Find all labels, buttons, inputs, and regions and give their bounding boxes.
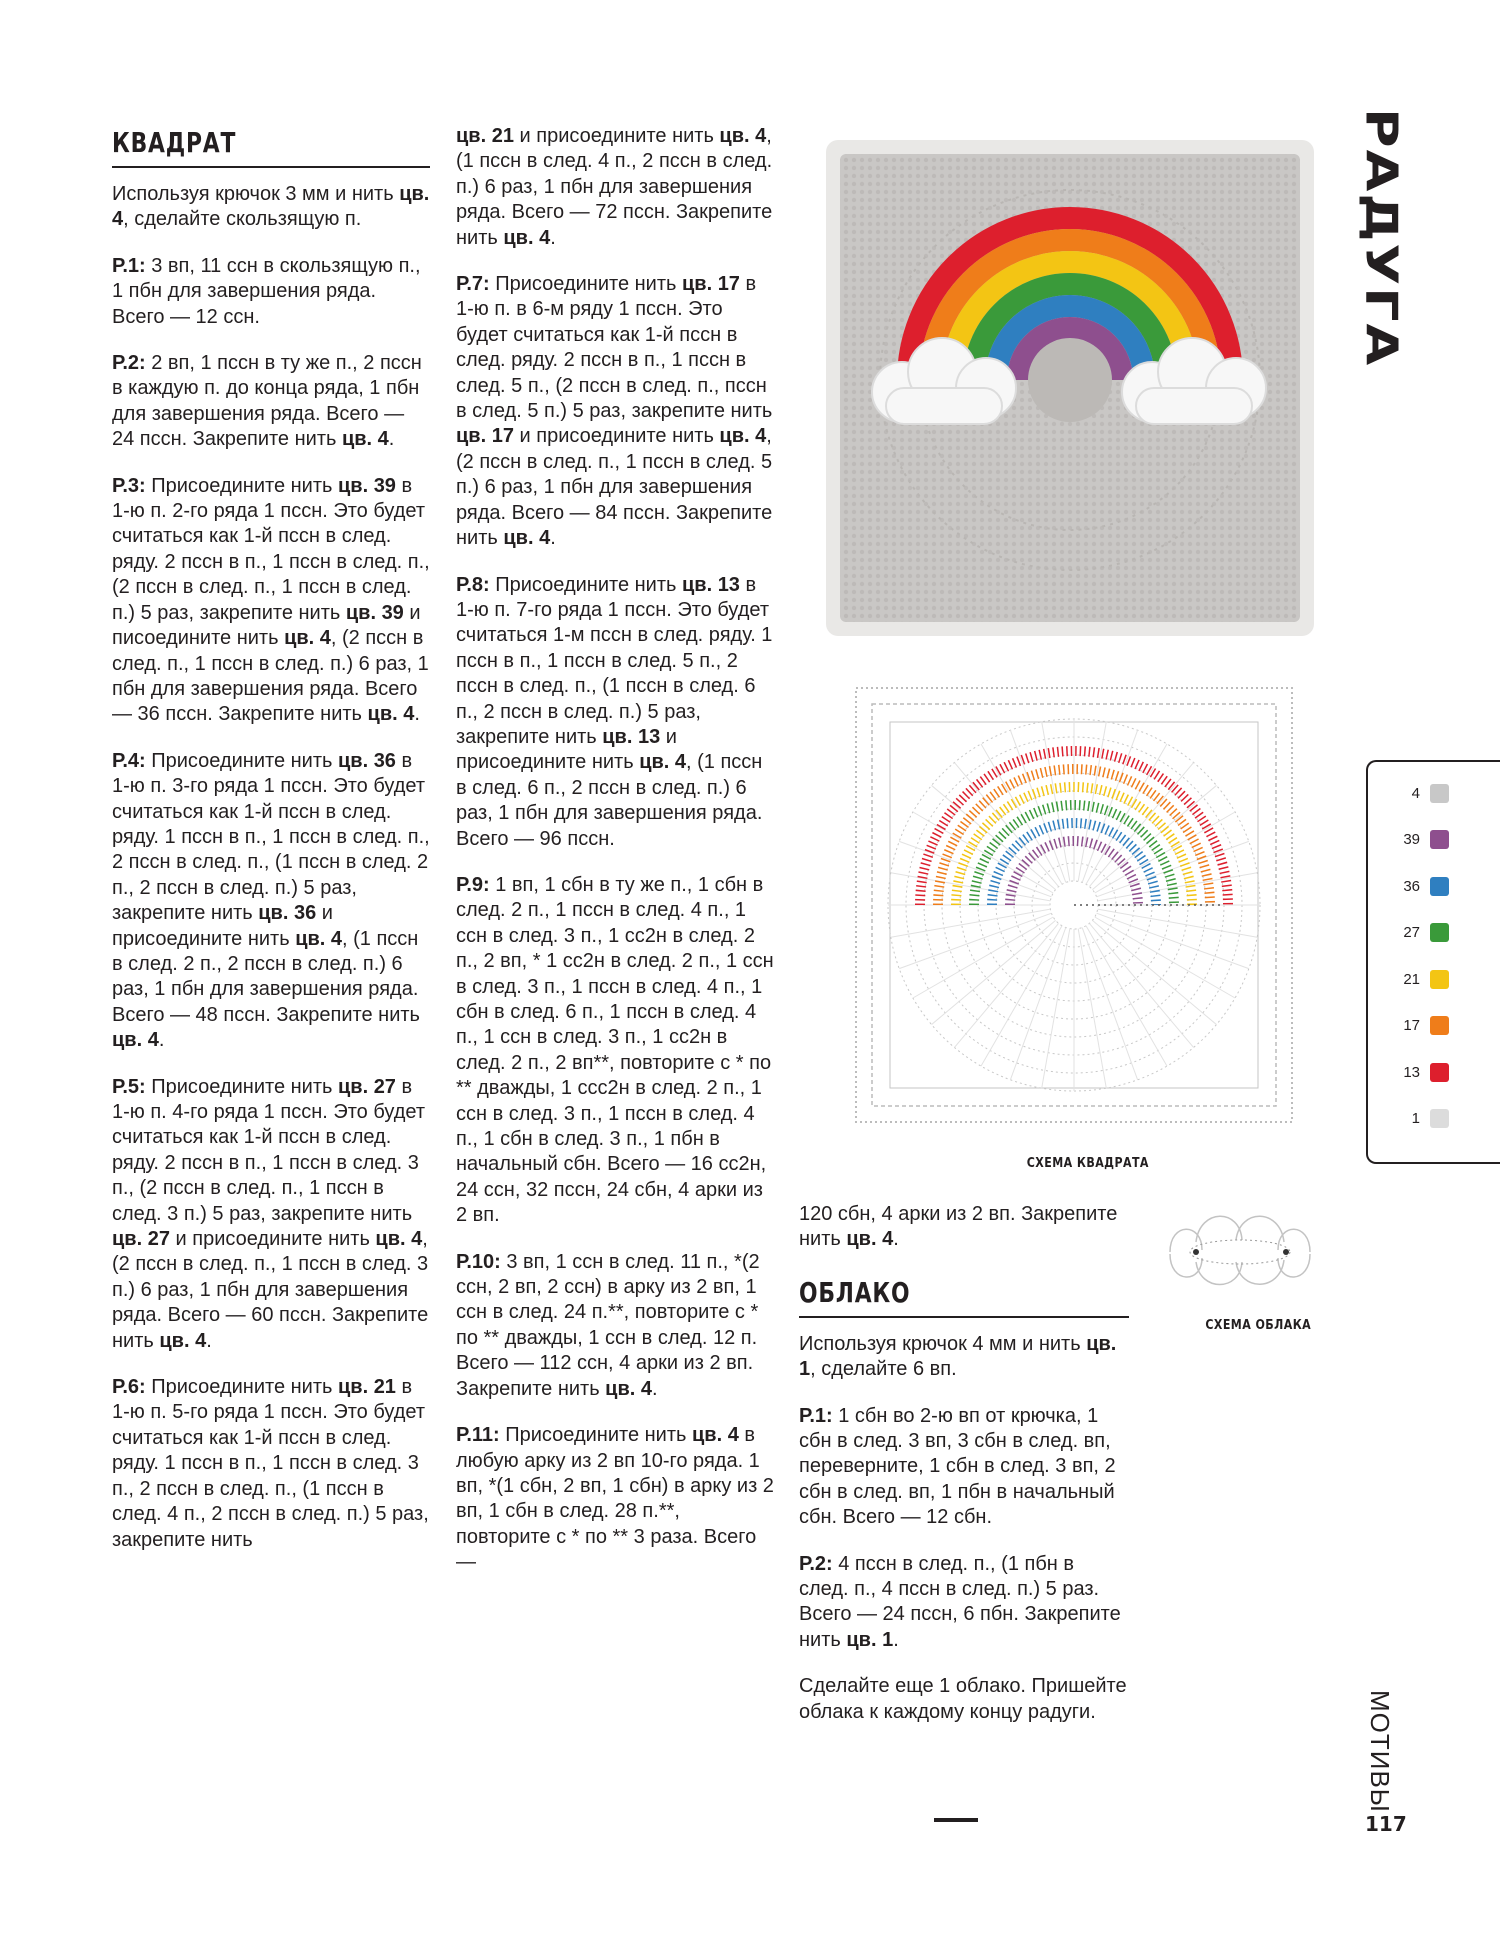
- legend-color-number: 27: [1403, 924, 1420, 941]
- center-circle: [1028, 338, 1112, 422]
- legend-swatch: [1430, 784, 1449, 803]
- scheme-spoke: [891, 909, 1051, 937]
- legend-item: [1390, 1108, 1449, 1130]
- legend-color-number: 1: [1411, 1110, 1420, 1127]
- text-run: Присоедините нить: [145, 474, 338, 497]
- bold-run: Р.1:: [799, 1404, 833, 1427]
- scheme-spoke: [1082, 928, 1137, 1080]
- bold-run: цв. 4: [295, 927, 343, 950]
- text-run: и присоедините нить: [513, 125, 720, 147]
- text-run: в 1-ю п. 7-го ряда 1 пссн. Это будет считаться 1-м пссн в след. ряду. 1 пссн в п., 1 пссн в след. 5 п., 2 пссн в след. п., (1 пссн в след. 6 п., 2 пссн в след. п.) 5 раз, закрепите нить: [456, 573, 773, 748]
- bold-run: цв. 4: [719, 125, 767, 147]
- bold-run: цв. 4: [367, 703, 415, 726]
- scheme-spoke: [1078, 722, 1106, 882]
- square-scheme-caption: СХЕМА КВАДРАТА: [1026, 1156, 1149, 1171]
- cloud-scheme-caption: СХЕМА ОБЛАКА: [1205, 1318, 1312, 1333]
- text-run: Используя крючок 3 мм и нить: [112, 183, 400, 205]
- bold-run: цв. 4: [112, 1029, 159, 1052]
- scheme-spoke: [1042, 929, 1070, 1089]
- scheme-spoke: [1078, 929, 1106, 1089]
- legend-color-number: 39: [1403, 831, 1420, 848]
- bold-run: цв. 4: [112, 183, 430, 231]
- legend-item: [1390, 922, 1449, 944]
- text-run: .: [550, 527, 556, 550]
- rainbow-square-photo: [826, 140, 1314, 636]
- bold-run: Р.2:: [799, 1552, 833, 1575]
- text-run: Присоедините нить: [489, 273, 682, 296]
- page-number: 117: [1365, 1812, 1407, 1836]
- legend-color-number: 4: [1411, 784, 1420, 802]
- column-right: [799, 1202, 1129, 1746]
- bold-run: цв. 17: [681, 273, 740, 296]
- text-run: в 1-ю п. 4-го ряда 1 пссн. Это будет считаться как 1-й пссн в след. ряду. 2 пссн в п., 1 пссн в след. 3 п., (2 пссн в след. п., 1 пссн в след. 3 п.) 5 раз, закрепите нить: [112, 1075, 425, 1225]
- bold-run: цв. 4: [639, 751, 687, 774]
- bold-run: цв. 39: [337, 474, 396, 497]
- scheme-spoke: [1097, 913, 1249, 968]
- square-instructions-end: [799, 1202, 1129, 1253]
- color-legend: [1366, 760, 1500, 1164]
- footer-dash: [934, 1818, 978, 1822]
- scheme-spoke: [1082, 730, 1137, 882]
- square-instructions-b: [456, 124, 776, 1576]
- section-title-cloud: ОБЛАКО: [799, 1275, 911, 1309]
- scheme-spoke: [981, 926, 1062, 1066]
- text-run: , сделайте скользящую п.: [123, 208, 362, 231]
- text-run: 4 пссн в след. п., (1 пбн в след. п., 4 пссн в след. п.) 5 раз. Всего — 24 пссн, 6 пбн. Закрепите нить: [799, 1552, 1121, 1651]
- text-run: , (2 пссн в след. п., 1 пссн в след. п.) 6 раз, 1 пбн для завершения ряда. Всего — 36 пссн. Закрепите нить: [112, 627, 429, 726]
- text-run: 120 сбн, 4 арки из 2 вп. Закрепите нить: [799, 1203, 1118, 1251]
- bold-run: цв. 13: [602, 725, 661, 748]
- text-run: , (1 пссн в след. 6 п., 2 пссн в след. п.) 6 раз, 1 пбн для завершения ряда. Всего — 96 пссн.: [456, 751, 763, 850]
- scheme-spoke: [913, 917, 1053, 998]
- section-label: МОТИВЫ: [1365, 1690, 1395, 1813]
- text-run: .: [652, 1377, 658, 1400]
- bold-run: цв. 1: [846, 1628, 894, 1651]
- bold-run: Р.9:: [456, 873, 490, 896]
- scheme-spoke: [1092, 920, 1216, 1024]
- title-rule: [112, 166, 430, 168]
- legend-swatch: [1430, 923, 1449, 942]
- bold-run: цв. 4: [503, 226, 551, 249]
- bold-run: цв. 4: [719, 425, 767, 448]
- bold-run: Р.7:: [456, 273, 490, 296]
- instruction-paragraph: [799, 1674, 1129, 1725]
- scheme-spoke: [1098, 873, 1258, 901]
- text-run: .: [550, 226, 556, 249]
- instruction-paragraph: [456, 124, 776, 251]
- text-run: Сделайте еще 1 облако. Пришейте облака к каждому концу радуги.: [799, 1675, 1127, 1723]
- bold-run: цв. 4: [341, 428, 389, 451]
- bold-run: Р.10:: [456, 1250, 501, 1273]
- instruction-paragraph: [112, 749, 430, 1054]
- bold-run: Р.2:: [112, 352, 146, 375]
- scheme-spoke: [899, 913, 1051, 968]
- bold-run: Р.3:: [112, 474, 146, 497]
- text-run: в 1-ю п. 2-го ряда 1 пссн. Это будет считаться как 1-й пссн в след. ряду. 2 пссн в п., 1 пссн в след. п., (2 пссн в след. п., 1 пссн в след. п.) 5 раз, закрепите нить: [112, 474, 430, 624]
- bold-run: Р.11:: [456, 1424, 500, 1447]
- instruction-paragraph: [799, 1202, 1129, 1253]
- scheme-spoke: [1010, 928, 1065, 1080]
- bold-run: цв. 13: [681, 573, 740, 596]
- text-run: Используя крючок 4 мм и нить: [799, 1332, 1087, 1355]
- instruction-paragraph: [456, 573, 776, 852]
- column-middle: [456, 124, 776, 1597]
- square-instructions-a: [112, 182, 430, 1553]
- legend-swatch: [1430, 830, 1449, 849]
- bold-run: цв. 4: [375, 1228, 423, 1251]
- bold-run: цв. 36: [337, 749, 396, 772]
- scheme-spoke: [932, 920, 1056, 1024]
- bold-run: цв. 4: [692, 1424, 739, 1447]
- text-run: 1 сбн во 2-ю вп от крючка, 1 сбн в след. 3 вп, 3 сбн в след. вп, переверните, 1 сбн в след. 3 вп, 2 сбн в след. вп, 1 пбн в начальный сбн. Всего — 12 сбн.: [799, 1404, 1116, 1529]
- section-title-square: КВАДРАТ: [112, 126, 237, 159]
- legend-item: [1390, 829, 1449, 851]
- instruction-paragraph: [112, 351, 430, 453]
- cloud-scheme-diagram: [1156, 1202, 1324, 1298]
- legend-item: [1390, 968, 1449, 990]
- column-left: [112, 124, 430, 1574]
- text-run: .: [388, 428, 395, 451]
- text-run: , (1 пссн в след. 4 п., 2 пссн в след. п.) 6 раз, 1 пбн для завершения ряда. Всего — 72 пссн. Закрепите нить: [456, 125, 773, 249]
- text-run: .: [893, 1628, 899, 1651]
- scheme-spoke: [891, 873, 1051, 901]
- legend-item: [1390, 875, 1449, 897]
- text-run: Присоедините нить: [145, 749, 338, 772]
- legend-item: [1390, 782, 1449, 804]
- legend-swatch: [1430, 1016, 1449, 1035]
- text-run: .: [414, 703, 420, 726]
- bold-run: цв. 21: [337, 1376, 396, 1399]
- text-run: в 1-ю п. 5-го ряда 1 пссн. Это будет считаться как 1-й пссн в след. ряду. 1 пссн в п., 1 пссн в след. 3 п., 2 пссн в след. п., (1 пссн в след. 4 п., 2 пссн в след. п.) 5 раз, закрепите нить: [112, 1376, 429, 1551]
- text-run: в 1-ю п. в 6-м ряду 1 пссн. Это будет считаться как 1-й пссн в след. ряду. 2 пссн в п., 1 пссн в след. 5 п., (2 пссн в след. п., пссн в след. 5 п.) 5 раз, закрепите нить: [456, 273, 773, 423]
- text-run: в 1-ю п. 3-го ряда 1 пссн. Это будет считаться как 1-й пссн в след. ряду. 1 пссн в п., 1 пссн в след. п., 2 пссн в след. п., (1 пссн в след. 2 п., 2 пссн в след. п.) 5 раз, закрепите нить: [112, 749, 430, 925]
- bold-run: Р.8:: [456, 573, 490, 596]
- text-run: 1 вп, 1 сбн в ту же п., 1 сбн в след. 2 п., 1 пссн в след. 4 п., 1 ссн в след. 3 п., 1 сс2н в след. 2 п., 2 вп, * 1 сс2н в след. 2 п., 1 ссн в след. 3 п., 1 пссн в след. 4 п., 1 сбн в след. 6 п., 1 пссн в след. 4 п., 1 ссн в след. 3 п., 1 сс2н в след. 2 п., 2 вп**, повторите с * по ** дважды, 1 ссс2н в след. 2 п., 1 ссн в след. 3 п., 1 пссн в след. 4 п., 1 сбн в след. 3 п., 1 пбн в начальный сбн. Всего — 16 сс2н, 24 ссн, 32 пссн, 24 сбн, 4 арки из 2 вп.: [456, 873, 774, 1227]
- instruction-paragraph: [456, 1250, 776, 1402]
- legend-swatch: [1430, 1109, 1449, 1128]
- legend-swatch: [1430, 1063, 1449, 1082]
- text-run: Присоедините нить: [499, 1424, 692, 1447]
- bold-run: цв. 21: [456, 125, 514, 147]
- legend-color-number: 17: [1403, 1017, 1420, 1034]
- text-run: , (1 пссн в след. 2 п., 2 пссн в след. п.) 6 раз, 1 пбн для завершения ряда. Всего — 48 пссн. Закрепите нить: [112, 927, 420, 1026]
- square-scheme-diagram: [850, 682, 1298, 1128]
- scheme-spoke: [954, 923, 1058, 1047]
- vertical-title: РАДУГА: [1356, 108, 1407, 368]
- text-run: 3 вп, 1 ссн в след. 11 п., *(2 ссн, 2 вп, 2 ссн) в арку из 2 вп, 1 ссн в след. 24 п.**, повторите с * по ** дважды, 1 ссн в след. 12 п. Всего — 112 ссн, 4 арки из 2 вп. Закрепите нить: [456, 1250, 760, 1400]
- text-run: и присоедините нить: [112, 902, 333, 950]
- legend-color-number: 21: [1403, 970, 1420, 988]
- instruction-paragraph: [456, 272, 776, 551]
- text-run: и присоедините нить: [513, 425, 720, 448]
- text-run: и писоедините нить: [112, 601, 421, 650]
- instruction-paragraph: [456, 873, 776, 1229]
- bold-run: цв. 27: [337, 1075, 396, 1098]
- instruction-paragraph: [112, 254, 430, 330]
- text-run: 3 вп, 11 ссн в скользящую п., 1 пбн для завершения ряда. Всего — 12 ссн.: [112, 254, 421, 328]
- instruction-paragraph: [112, 1375, 430, 1553]
- instruction-paragraph: [799, 1332, 1129, 1383]
- bold-run: Р.4:: [112, 749, 146, 772]
- legend-swatch: [1430, 970, 1449, 989]
- text-run: , (2 пссн в след. п., 1 пссн в след. 3 п.) 6 раз, 1 пбн для завершения ряда. Всего — 60 пссн. Закрепите нить: [112, 1228, 429, 1352]
- text-run: .: [158, 1029, 165, 1052]
- legend-color-number: 36: [1403, 877, 1420, 895]
- bold-run: цв. 17: [456, 425, 514, 448]
- title-rule: [799, 1316, 1129, 1318]
- text-run: 2 вп, 1 пссн в ту же п., 2 пссн в каждую п. до конца ряда, 1 пбн для завершения ряда. Всего — 24 пссн. Закрепите нить: [112, 352, 422, 451]
- bold-run: цв. 1: [799, 1332, 1117, 1381]
- legend-item: [1390, 1015, 1449, 1037]
- bold-run: цв. 4: [284, 627, 331, 650]
- instruction-paragraph: [112, 1075, 430, 1354]
- bold-run: цв. 27: [112, 1228, 170, 1251]
- bold-run: Р.1:: [112, 254, 146, 277]
- instruction-paragraph: [799, 1404, 1129, 1531]
- scheme-spoke: [954, 763, 1058, 887]
- bold-run: Р.5:: [112, 1075, 146, 1098]
- scheme-spoke: [1098, 909, 1258, 937]
- instruction-paragraph: [112, 182, 430, 233]
- text-run: в любую арку из 2 вп 10-го ряда. 1 вп, *(1 сбн, 2 вп, 1 сбн) в арку из 2 вп, 1 сбн в след. 28 п.**, повторите с * по ** 3 раза. Всего —: [456, 1424, 774, 1574]
- scheme-spoke: [899, 841, 1051, 896]
- bold-run: цв. 4: [159, 1329, 207, 1352]
- instruction-paragraph: [799, 1552, 1129, 1654]
- text-run: , (2 пссн в след. п., 1 пссн в след. 5 п.) 6 раз, 1 пбн для завершения ряда. Всего — 84 пссн. Закрепите нить: [456, 425, 773, 550]
- bold-run: Р.6:: [112, 1376, 146, 1399]
- text-run: Присоедините нить: [145, 1075, 338, 1098]
- text-run: и присоедините нить: [169, 1228, 376, 1251]
- instruction-paragraph: [456, 1423, 776, 1575]
- legend-color-number: 13: [1403, 1063, 1420, 1081]
- bold-run: цв. 4: [503, 527, 551, 550]
- scheme-spoke: [1095, 917, 1235, 998]
- scheme-spoke: [932, 785, 1056, 889]
- text-run: Присоедините нить: [145, 1376, 338, 1399]
- text-run: и присоедините нить: [456, 725, 677, 774]
- text-run: .: [206, 1329, 212, 1352]
- legend-item: [1390, 1061, 1449, 1083]
- text-run: .: [893, 1228, 899, 1251]
- bold-run: цв. 36: [258, 902, 317, 925]
- bold-run: цв. 4: [605, 1377, 652, 1400]
- cloud-instructions: [799, 1332, 1129, 1725]
- legend-swatch: [1430, 877, 1449, 896]
- text-run: , сделайте 6 вп.: [810, 1358, 957, 1381]
- scheme-spoke: [1089, 923, 1193, 1047]
- bold-run: цв. 39: [345, 601, 404, 624]
- bold-run: цв. 4: [846, 1228, 894, 1251]
- instruction-paragraph: [112, 474, 430, 728]
- text-run: Присоедините нить: [489, 573, 682, 596]
